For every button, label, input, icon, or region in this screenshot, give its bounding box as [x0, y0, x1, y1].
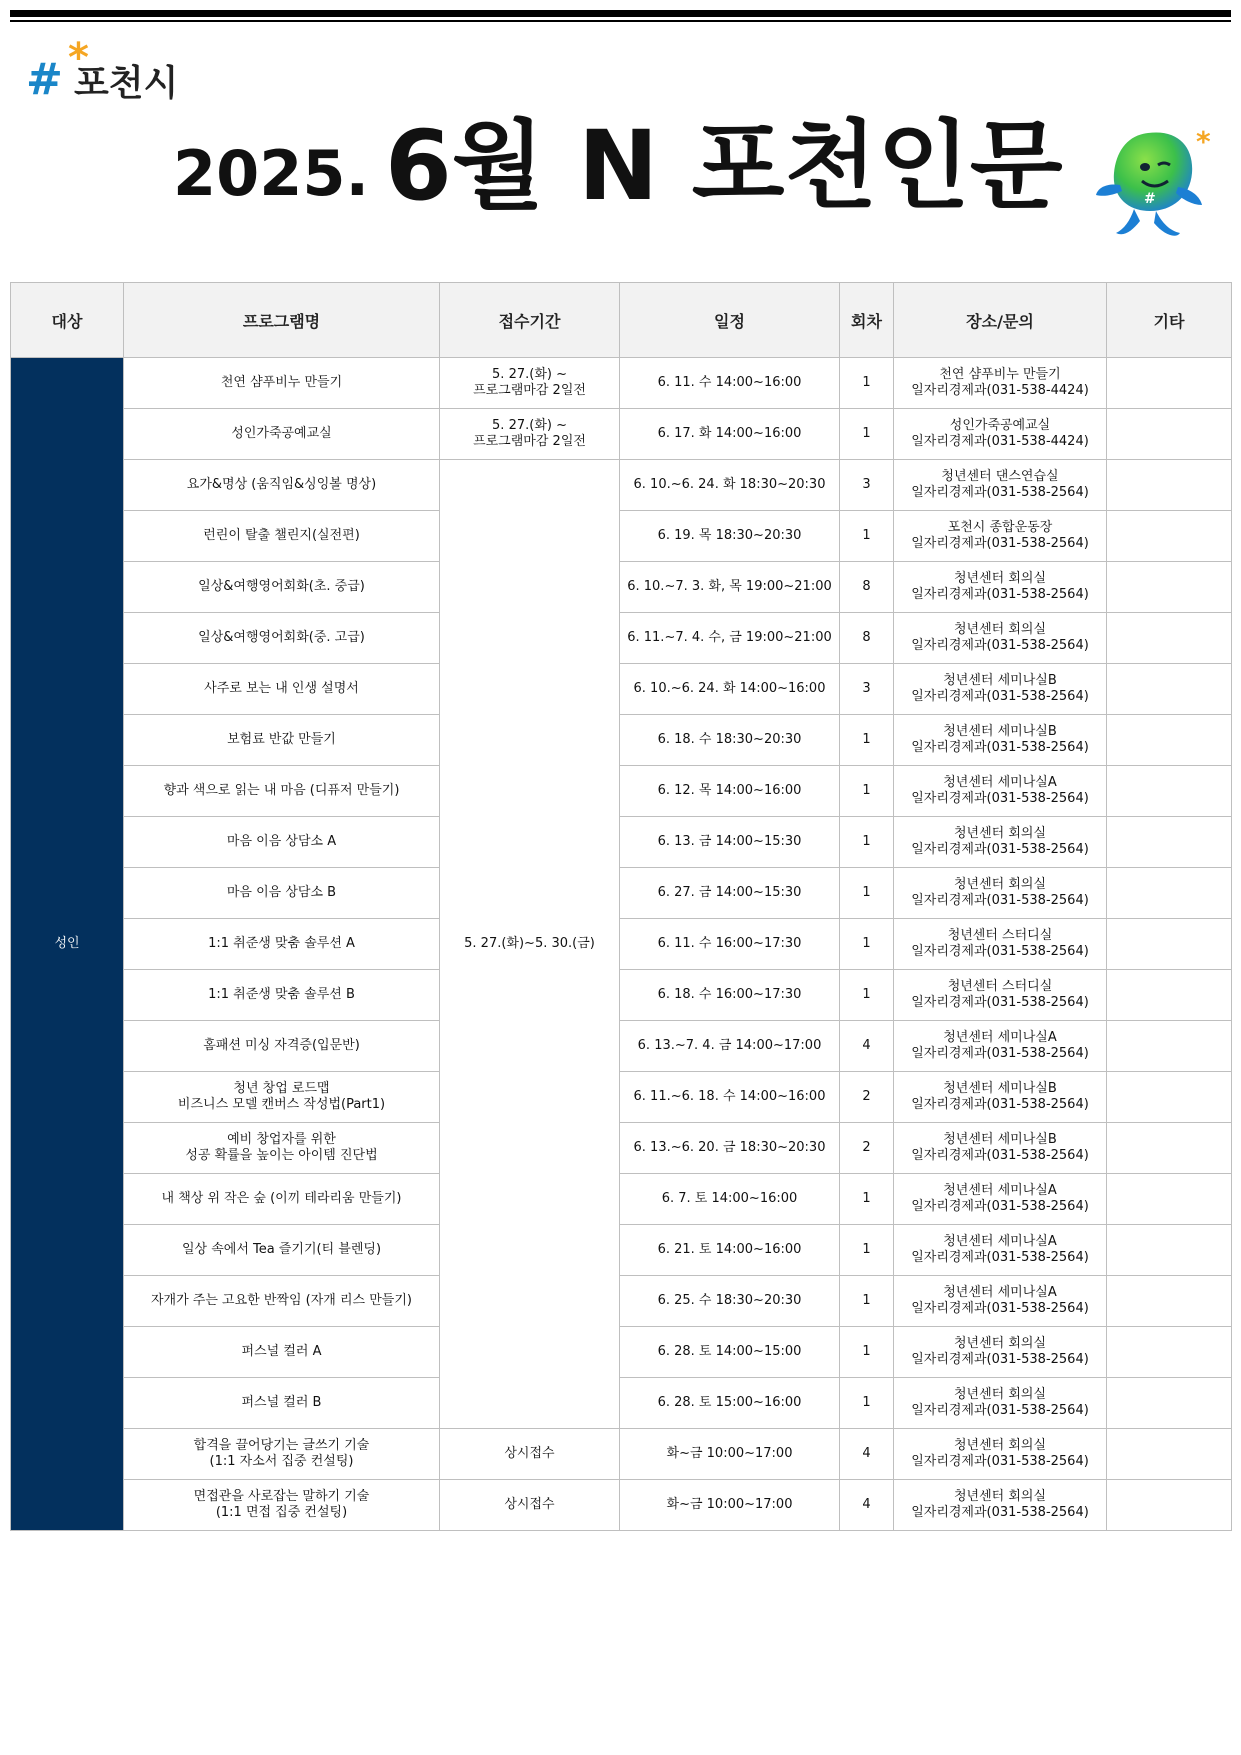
- logo-star-icon: *: [68, 35, 89, 81]
- etc-cell: [1107, 715, 1232, 766]
- table-row: [11, 1123, 1232, 1174]
- program-cell: [124, 1429, 440, 1480]
- program-cell: [124, 1174, 440, 1225]
- program-name: 청년 창업 로드맵: [233, 1081, 330, 1096]
- schedule-cell: 화~금 10:00~17:00: [620, 1480, 840, 1531]
- table-row: [11, 1276, 1232, 1327]
- program-name: 성인가죽공예교실: [231, 426, 332, 441]
- category-cell: 성인: [11, 358, 124, 1531]
- program-name: 합격을 끌어당기는 글쓰기 기술: [193, 1438, 370, 1453]
- place-cell: [894, 715, 1107, 766]
- program-name: 퍼스널 컬러 A: [241, 1344, 322, 1359]
- place-text: 일자리경제과(031-538-2564): [911, 1097, 1089, 1112]
- count-cell: 8: [840, 562, 894, 613]
- place-cell: [894, 358, 1107, 409]
- program-cell: [124, 1072, 440, 1123]
- etc-cell: [1107, 613, 1232, 664]
- place-text: 일자리경제과(031-538-2564): [911, 893, 1089, 908]
- place-cell: [894, 1429, 1107, 1480]
- place-text: 청년센터 회의실: [953, 1489, 1047, 1504]
- place-text: 청년센터 회의실: [953, 1336, 1047, 1351]
- place-text: 일자리경제과(031-538-2564): [911, 791, 1089, 806]
- place-text: 일자리경제과(031-538-2564): [911, 485, 1089, 500]
- table-row: [11, 613, 1232, 664]
- place-cell: [894, 817, 1107, 868]
- title-year: 2025.: [173, 137, 370, 210]
- program-cell: [124, 817, 440, 868]
- place-text: 일자리경제과(031-538-4424): [911, 434, 1089, 449]
- program-cell: [124, 409, 440, 460]
- program-name: 성공 확률을 높이는 아이템 진단법: [185, 1148, 378, 1163]
- program-name: 1:1 취준생 맞춤 솔루션 A: [208, 936, 355, 951]
- place-text: 청년센터 회의실: [953, 622, 1047, 637]
- place-cell: [894, 766, 1107, 817]
- count-cell: 2: [840, 1072, 894, 1123]
- schedule-cell: 6. 11. 수 16:00~17:30: [620, 919, 840, 970]
- period-cell: [440, 1480, 620, 1531]
- place-cell: [894, 409, 1107, 460]
- count-cell: 3: [840, 460, 894, 511]
- top-rule-thick: [10, 10, 1231, 17]
- table-row: [11, 562, 1232, 613]
- period-cell-shared: 5. 27.(화)~5. 30.(금): [440, 460, 620, 1429]
- place-cell: [894, 1378, 1107, 1429]
- schedule-cell: 6. 13. 금 14:00~15:30: [620, 817, 840, 868]
- table-row: [11, 664, 1232, 715]
- table-row: [11, 970, 1232, 1021]
- place-text: 일자리경제과(031-538-2564): [911, 842, 1089, 857]
- place-text: 일자리경제과(031-538-2564): [911, 536, 1089, 551]
- place-cell: [894, 562, 1107, 613]
- schedule-cell: 6. 18. 수 18:30~20:30: [620, 715, 840, 766]
- count-cell: 4: [840, 1021, 894, 1072]
- header-etc: 기타: [1107, 283, 1232, 358]
- place-text: 청년센터 회의실: [953, 1438, 1047, 1453]
- schedule-cell: 6. 18. 수 16:00~17:30: [620, 970, 840, 1021]
- program-name: 일상&여행영어회화(중. 고급): [198, 630, 365, 645]
- program-name: (1:1 면접 집중 컨설팅): [215, 1505, 348, 1520]
- program-name: 예비 창업자를 위한: [227, 1132, 336, 1147]
- program-name: 마음 이음 상담소 A: [226, 834, 337, 849]
- place-text: 일자리경제과(031-538-2564): [911, 995, 1089, 1010]
- program-cell: [124, 1480, 440, 1531]
- place-cell: [894, 511, 1107, 562]
- place-text: 청년센터 스터디실: [947, 928, 1053, 943]
- program-cell: [124, 1123, 440, 1174]
- program-name: 천연 샴푸비누 만들기: [220, 375, 343, 390]
- etc-cell: [1107, 1327, 1232, 1378]
- table-row: [11, 409, 1232, 460]
- header-period: 접수기간: [440, 283, 620, 358]
- place-cell: [894, 970, 1107, 1021]
- svg-text:*: *: [1196, 125, 1211, 158]
- etc-cell: [1107, 1480, 1232, 1531]
- count-cell: 1: [840, 715, 894, 766]
- program-cell: [124, 1327, 440, 1378]
- schedule-cell: 6. 17. 화 14:00~16:00: [620, 409, 840, 460]
- place-text: 청년센터 세미나실A: [943, 1030, 1057, 1045]
- program-name: 마음 이음 상담소 B: [226, 885, 337, 900]
- count-cell: 1: [840, 1327, 894, 1378]
- table-row: [11, 1480, 1232, 1531]
- place-text: 일자리경제과(031-538-2564): [911, 1046, 1089, 1061]
- header-place: 장소/문의: [894, 283, 1107, 358]
- place-text: 청년센터 세미나실B: [943, 1081, 1057, 1096]
- table-row: [11, 1072, 1232, 1123]
- logo-city-name: 포천시: [74, 63, 179, 104]
- place-text: 일자리경제과(031-538-2564): [911, 638, 1089, 653]
- program-cell: [124, 1276, 440, 1327]
- table-row: [11, 358, 1232, 409]
- period-text: 프로그램마감 2일전: [473, 434, 586, 449]
- etc-cell: [1107, 1378, 1232, 1429]
- place-cell: [894, 1123, 1107, 1174]
- table-row: [11, 868, 1232, 919]
- program-name: 비즈니스 모델 캔버스 작성법(Part1): [177, 1097, 386, 1112]
- period-text: 5. 27.(화) ~: [492, 367, 567, 382]
- count-cell: 1: [840, 766, 894, 817]
- place-cell: [894, 1021, 1107, 1072]
- etc-cell: [1107, 664, 1232, 715]
- place-text: 일자리경제과(031-538-2564): [911, 1199, 1089, 1214]
- program-name: 퍼스널 컬러 B: [241, 1395, 322, 1410]
- program-name: 사주로 보는 내 인생 설명서: [204, 681, 359, 696]
- mascot-icon: [1090, 125, 1220, 250]
- etc-cell: [1107, 460, 1232, 511]
- period-cell: [440, 409, 620, 460]
- place-text: 일자리경제과(031-538-2564): [911, 1454, 1089, 1469]
- schedule-cell: 6. 13.~6. 20. 금 18:30~20:30: [620, 1123, 840, 1174]
- count-cell: 2: [840, 1123, 894, 1174]
- etc-cell: [1107, 1174, 1232, 1225]
- program-cell: [124, 460, 440, 511]
- top-rule-thin: [10, 20, 1231, 22]
- program-name: 요가&명상 (움직임&싱잉볼 명상): [186, 477, 377, 492]
- period-cell: [440, 1429, 620, 1480]
- table-row: [11, 715, 1232, 766]
- count-cell: 1: [840, 409, 894, 460]
- place-text: 청년센터 세미나실A: [943, 1183, 1057, 1198]
- count-cell: 4: [840, 1480, 894, 1531]
- program-cell: [124, 1378, 440, 1429]
- place-text: 포천시 종합운동장: [947, 520, 1053, 535]
- etc-cell: [1107, 1021, 1232, 1072]
- count-cell: 1: [840, 1225, 894, 1276]
- count-cell: 1: [840, 970, 894, 1021]
- table-row: [11, 1429, 1232, 1480]
- count-cell: 8: [840, 613, 894, 664]
- schedule-cell: 6. 13.~7. 4. 금 14:00~17:00: [620, 1021, 840, 1072]
- program-cell: [124, 358, 440, 409]
- program-cell: [124, 664, 440, 715]
- program-name: 일상 속에서 Tea 즐기기(티 블렌딩): [181, 1242, 382, 1257]
- table-row: [11, 511, 1232, 562]
- etc-cell: [1107, 766, 1232, 817]
- program-cell: [124, 970, 440, 1021]
- etc-cell: [1107, 817, 1232, 868]
- program-cell: [124, 613, 440, 664]
- table-row: [11, 919, 1232, 970]
- count-cell: 1: [840, 511, 894, 562]
- place-text: 청년센터 세미나실B: [943, 673, 1057, 688]
- place-cell: [894, 868, 1107, 919]
- count-cell: 1: [840, 1174, 894, 1225]
- table-row: [11, 1174, 1232, 1225]
- place-text: 청년센터 회의실: [953, 1387, 1047, 1402]
- place-text: 청년센터 세미나실B: [943, 1132, 1057, 1147]
- place-text: 천연 샴푸비누 만들기: [939, 367, 1061, 382]
- program-cell: [124, 1225, 440, 1276]
- place-text: 일자리경제과(031-538-2564): [911, 1250, 1089, 1265]
- count-cell: 1: [840, 868, 894, 919]
- etc-cell: [1107, 970, 1232, 1021]
- place-text: 성인가죽공예교실: [949, 418, 1051, 433]
- period-text: 상시접수: [504, 1497, 555, 1512]
- etc-cell: [1107, 409, 1232, 460]
- table-header-row: [11, 283, 1232, 358]
- program-schedule-table: [10, 282, 1232, 1531]
- place-cell: [894, 613, 1107, 664]
- table-row: [11, 1021, 1232, 1072]
- count-cell: 4: [840, 1429, 894, 1480]
- place-text: 청년센터 댄스연습실: [941, 469, 1059, 484]
- place-text: 청년센터 회의실: [953, 571, 1047, 586]
- place-text: 청년센터 세미나실A: [943, 775, 1057, 790]
- program-name: 향과 색으로 읽는 내 마음 (디퓨저 만들기): [163, 783, 400, 798]
- etc-cell: [1107, 1429, 1232, 1480]
- place-text: 일자리경제과(031-538-2564): [911, 689, 1089, 704]
- place-cell: [894, 1225, 1107, 1276]
- period-text: 상시접수: [504, 1446, 555, 1461]
- count-cell: 1: [840, 817, 894, 868]
- header-target: 대상: [11, 283, 124, 358]
- program-cell: [124, 715, 440, 766]
- place-cell: [894, 1480, 1107, 1531]
- place-cell: [894, 1276, 1107, 1327]
- table-row: [11, 1378, 1232, 1429]
- schedule-cell: 6. 28. 토 15:00~16:00: [620, 1378, 840, 1429]
- page-title: [0, 110, 1241, 222]
- schedule-cell: 6. 11.~6. 18. 수 14:00~16:00: [620, 1072, 840, 1123]
- place-text: 일자리경제과(031-538-2564): [911, 1148, 1089, 1163]
- place-cell: [894, 919, 1107, 970]
- place-cell: [894, 1327, 1107, 1378]
- table-row: [11, 1327, 1232, 1378]
- etc-cell: [1107, 1123, 1232, 1174]
- header-schedule: 일정: [620, 283, 840, 358]
- table-row: [11, 817, 1232, 868]
- program-cell: [124, 919, 440, 970]
- table-row: [11, 766, 1232, 817]
- schedule-cell: 6. 10.~6. 24. 화 14:00~16:00: [620, 664, 840, 715]
- schedule-cell: 6. 11. 수 14:00~16:00: [620, 358, 840, 409]
- place-cell: [894, 460, 1107, 511]
- count-cell: 3: [840, 664, 894, 715]
- place-text: 청년센터 회의실: [953, 877, 1047, 892]
- program-name: 내 책상 위 작은 숲 (이끼 테라리움 만들기): [161, 1191, 402, 1206]
- place-text: 청년센터 세미나실A: [943, 1234, 1057, 1249]
- place-text: 일자리경제과(031-538-2564): [911, 587, 1089, 602]
- program-name: 일상&여행영어회화(초. 중급): [198, 579, 365, 594]
- table-row: [11, 460, 1232, 511]
- schedule-cell: 6. 12. 목 14:00~16:00: [620, 766, 840, 817]
- header-count: 회차: [840, 283, 894, 358]
- schedule-cell: 6. 27. 금 14:00~15:30: [620, 868, 840, 919]
- count-cell: 1: [840, 358, 894, 409]
- etc-cell: [1107, 562, 1232, 613]
- place-text: 일자리경제과(031-538-2564): [911, 1505, 1089, 1520]
- place-text: 일자리경제과(031-538-2564): [911, 1352, 1089, 1367]
- svg-text:#: #: [1144, 191, 1156, 207]
- etc-cell: [1107, 511, 1232, 562]
- program-name: 자개가 주는 고요한 반짝임 (자개 리스 만들기): [151, 1293, 412, 1308]
- place-text: 청년센터 회의실: [953, 826, 1047, 841]
- period-cell: [440, 358, 620, 409]
- place-text: 일자리경제과(031-538-2564): [911, 740, 1089, 755]
- schedule-cell: 6. 10.~6. 24. 화 18:30~20:30: [620, 460, 840, 511]
- schedule-cell: 6. 28. 토 14:00~15:00: [620, 1327, 840, 1378]
- place-text: 일자리경제과(031-538-4424): [911, 383, 1089, 398]
- etc-cell: [1107, 919, 1232, 970]
- place-text: 일자리경제과(031-538-2564): [911, 944, 1089, 959]
- schedule-cell: 6. 21. 토 14:00~16:00: [620, 1225, 840, 1276]
- period-text: 5. 27.(화) ~: [492, 418, 567, 433]
- period-text: 프로그램마감 2일전: [473, 383, 586, 398]
- place-cell: [894, 1174, 1107, 1225]
- etc-cell: [1107, 1225, 1232, 1276]
- program-cell: [124, 1021, 440, 1072]
- program-name: 보험료 반값 만들기: [227, 732, 336, 747]
- header-program: 프로그램명: [124, 283, 440, 358]
- schedule-cell: 6. 7. 토 14:00~16:00: [620, 1174, 840, 1225]
- place-cell: [894, 664, 1107, 715]
- program-cell: [124, 511, 440, 562]
- logo-hash-icon: #: [26, 54, 63, 105]
- etc-cell: [1107, 1276, 1232, 1327]
- place-text: 일자리경제과(031-538-2564): [911, 1403, 1089, 1418]
- count-cell: 1: [840, 1276, 894, 1327]
- program-cell: [124, 562, 440, 613]
- schedule-cell: 6. 11.~7. 4. 수, 금 19:00~21:00: [620, 613, 840, 664]
- place-text: 청년센터 세미나실A: [943, 1285, 1057, 1300]
- schedule-cell: 6. 25. 수 18:30~20:30: [620, 1276, 840, 1327]
- place-text: 청년센터 스터디실: [947, 979, 1053, 994]
- place-cell: [894, 1072, 1107, 1123]
- place-text: 일자리경제과(031-538-2564): [911, 1301, 1089, 1316]
- count-cell: 1: [840, 919, 894, 970]
- schedule-cell: 6. 10.~7. 3. 화, 목 19:00~21:00: [620, 562, 840, 613]
- count-cell: 1: [840, 1378, 894, 1429]
- place-text: 청년센터 세미나실B: [943, 724, 1057, 739]
- program-name: (1:1 자소서 집중 컨설팅): [209, 1454, 354, 1469]
- etc-cell: [1107, 1072, 1232, 1123]
- schedule-cell: 6. 19. 목 18:30~20:30: [620, 511, 840, 562]
- title-main: 6월 N 포천인문: [385, 110, 1063, 222]
- program-name: 런린이 탈출 챌린지(실전편): [203, 528, 360, 543]
- schedule-cell: 화~금 10:00~17:00: [620, 1429, 840, 1480]
- program-name: 면접관을 사로잡는 말하기 기술: [193, 1489, 370, 1504]
- program-name: 홈패션 미싱 자격증(입문반): [203, 1038, 360, 1053]
- etc-cell: [1107, 868, 1232, 919]
- program-cell: [124, 868, 440, 919]
- program-name: 1:1 취준생 맞춤 솔루션 B: [208, 987, 355, 1002]
- program-cell: [124, 766, 440, 817]
- etc-cell: [1107, 358, 1232, 409]
- table-row: [11, 1225, 1232, 1276]
